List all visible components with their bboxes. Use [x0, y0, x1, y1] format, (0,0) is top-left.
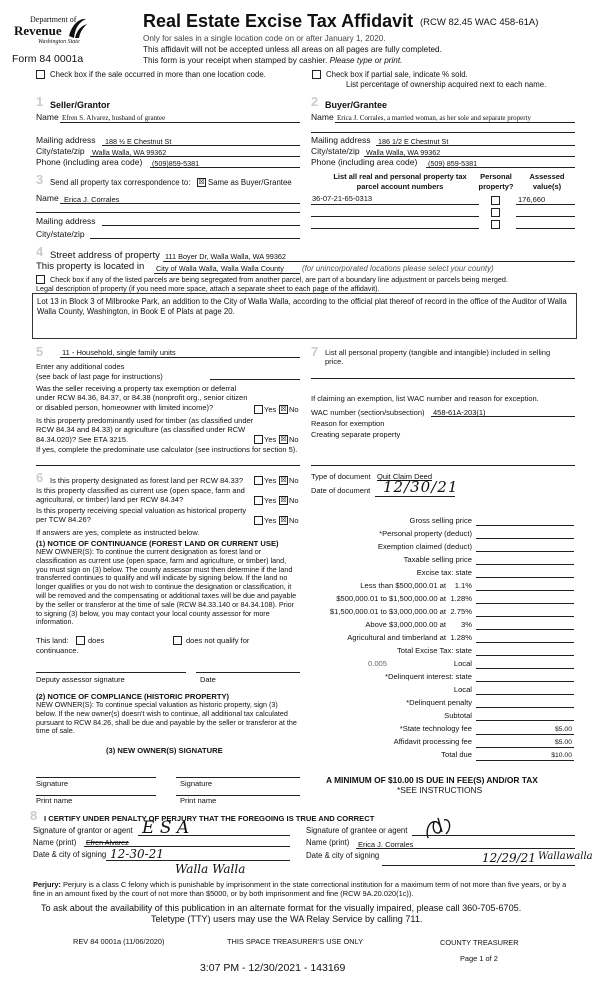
correspondence-label: Send all property tax correspondence to:: [50, 178, 191, 187]
header-sub3-text: This form is your receipt when stamped by cashier.: [143, 56, 328, 65]
s5-q2-yes-label: Yes: [264, 435, 277, 444]
section-5-number: 5: [36, 344, 44, 359]
located-label: This property is located in: [36, 261, 145, 272]
s6-q3-text: Is this property receiving special valuation as historical property per TCW 84.26?: [36, 506, 247, 525]
recording-stamp: 3:07 PM - 12/30/2021 - 143169: [200, 962, 346, 974]
grantee-name-field[interactable]: Erica J. Corrales: [358, 840, 414, 849]
fee-total-label: Total due: [441, 750, 472, 759]
parcels-header-accounts: List all real and personal property tax parcel account numbers: [333, 172, 467, 191]
alt-format-line2: Teletype (TTY) users may use the WA Relay Service by calling 711.: [151, 914, 423, 924]
fee-penalty-line[interactable]: [476, 707, 574, 708]
see-instructions: *SEE INSTRUCTIONS: [397, 785, 483, 795]
does-label: does: [88, 636, 105, 645]
buyer-phone-line: [426, 167, 575, 168]
section-4-number: 4: [36, 244, 44, 259]
s5-divider: [36, 465, 300, 466]
grantee-date-label: Date & city of signing: [306, 851, 380, 860]
perjury-notice: [33, 880, 573, 898]
corr-extra-line: [36, 212, 300, 213]
s6-q1-no-checkbox[interactable]: ☒: [280, 477, 287, 484]
parcel-row-2-personal-checkbox[interactable]: [491, 208, 500, 217]
parcel-row-1-value[interactable]: 176,660: [518, 195, 546, 204]
fee-affidavit-line: [476, 747, 574, 748]
additional-codes-label: Enter any additional codes: [36, 362, 125, 371]
form-number: Form 84 0001a: [12, 53, 84, 65]
doc-date-line: [375, 496, 455, 497]
seller-mailing-label: Mailing address: [36, 135, 96, 145]
fee-tier4-rate: 3%: [461, 620, 472, 629]
partial-sale-label: Check box if partial sale, indicate % sold.: [326, 70, 468, 79]
s6-q3-no-checkbox[interactable]: ☒: [280, 517, 287, 524]
fee-tier4-label: Above $3,000,000.00 at: [365, 620, 446, 629]
street-field[interactable]: 111 Boyer Dr, Walla Walla, WA 99362: [165, 252, 286, 261]
located-field[interactable]: City of Walla Walla, Walla Walla County: [156, 264, 284, 273]
seller-heading: Seller/Grantor: [50, 100, 111, 110]
buyer-extra-line: [311, 132, 575, 133]
s6-q1-yes-checkbox[interactable]: [254, 476, 263, 485]
s6-q2-no-label: No: [289, 496, 299, 505]
dept-line2: Revenue: [14, 23, 62, 38]
multi-location-label: Check box if the sale occurred in more than one location code.: [50, 70, 266, 79]
seller-phone-field[interactable]: (509)859-5381: [152, 159, 200, 168]
owner-sig-line-1: [36, 777, 156, 778]
seller-city-field[interactable]: Walla Walla, WA 99362: [92, 148, 167, 157]
buyer-mailing-line: [376, 145, 575, 146]
fee-exemption-label: Exemption claimed (deduct): [377, 542, 472, 551]
additional-codes-line: [210, 379, 300, 380]
wac-label: WAC number (section/subsection): [311, 408, 425, 417]
owner-sig-heading: (3) NEW OWNER(S) SIGNATURE: [106, 746, 223, 755]
s6-q2-no-checkbox[interactable]: ☒: [280, 497, 287, 504]
fee-tier2-rate: 1.28%: [450, 594, 472, 603]
s6-q1-no-label: No: [289, 476, 299, 485]
dept-line3: Washington State: [38, 39, 80, 45]
does-checkbox[interactable]: [76, 636, 85, 645]
owner-sig-label-2: Signature: [180, 779, 213, 788]
same-as-buyer-label: Same as Buyer/Grantee: [208, 178, 292, 187]
seller-mailing-line: [102, 145, 300, 146]
deputy-sig-line: [36, 672, 186, 673]
s5-q1-yes-label: Yes: [264, 405, 277, 414]
segregated-checkbox[interactable]: [36, 275, 45, 284]
perjury-label: Perjury:: [33, 880, 61, 889]
grantor-city-field[interactable]: Walla Walla: [175, 862, 246, 876]
fee-gross-line[interactable]: [476, 525, 574, 526]
fee-delinq-local-label: Local: [453, 685, 472, 694]
seller-name-line: [60, 122, 300, 123]
parcels-header-assessed: Assessed value(s): [529, 172, 565, 191]
fee-delinq-local-line[interactable]: [476, 694, 574, 695]
list-pct-label: List percentage of ownership acquired next to each name.: [346, 80, 547, 89]
grantor-signature[interactable]: E S A: [142, 818, 190, 838]
fee-tier2-line[interactable]: [476, 603, 574, 604]
form-statute: (RCW 82.45 WAC 458-61A): [420, 17, 539, 28]
grantee-city-field[interactable]: Wallawalla: [538, 851, 593, 862]
buyer-phone-field[interactable]: (509) 859-5381: [428, 159, 478, 168]
fee-delinq-state-line[interactable]: [476, 681, 574, 682]
fee-tier4-line[interactable]: [476, 629, 574, 630]
owner-sig-label-1: Signature: [36, 779, 69, 788]
parcel-row-1-value-line: [516, 204, 575, 205]
fee-excise-state-label: Excise tax: state: [416, 568, 472, 577]
page-number: Page 1 of 2: [460, 954, 498, 963]
fee-penalty-label: *Delinquent penalty: [406, 698, 472, 707]
legal-description-box[interactable]: [32, 293, 577, 339]
parcel-row-3-personal-checkbox[interactable]: [491, 220, 500, 229]
deputy-date-label: Date: [200, 675, 216, 684]
s5-q2-text: Is this property predominantly used for timber (as classified under RCW 84.34 and 84.33) or agriculture (as classified under RCW 84.34.020)? See ETA 3215.: [36, 416, 254, 444]
header-sub2: This affidavit will not be accepted unless all areas on all pages are fully completed.: [143, 45, 442, 54]
fee-tier3-line[interactable]: [476, 616, 574, 617]
grantor-date-line: [106, 860, 290, 861]
reason-label: Reason for exemption: [311, 419, 385, 428]
fee-local-label: Local: [453, 659, 472, 668]
buyer-name-label: Name: [311, 112, 334, 122]
header-sub3: [143, 56, 402, 65]
grantee-signature-scribble: [420, 814, 460, 842]
buyer-heading: Buyer/Grantee: [325, 100, 388, 110]
compliance-heading: (2) NOTICE OF COMPLIANCE (HISTORIC PROPERTY): [36, 692, 230, 701]
s5-q1-yes-checkbox[interactable]: [254, 405, 263, 414]
fee-total-line: [476, 760, 574, 761]
certify-heading: I CERTIFY UNDER PENALTY OF PERJURY THAT THE FOREGOING IS TRUE AND CORRECT: [44, 814, 375, 823]
s6-q1-yes-label: Yes: [264, 476, 277, 485]
s6-q1-text: Is this property designated as forest land per RCW 84.33?: [50, 476, 244, 485]
grantor-name-field[interactable]: Efren Alvarez: [86, 838, 129, 847]
s6-q2-yes-label: Yes: [264, 496, 277, 505]
owner-print-label-2: Print name: [180, 796, 217, 805]
fee-subtotal-line[interactable]: [476, 720, 574, 721]
fee-total-value: $10.00: [551, 752, 572, 759]
fee-agri-line[interactable]: [476, 642, 574, 643]
county-treasurer: COUNTY TREASURER: [440, 938, 519, 947]
owner-sig-line-2: [176, 777, 300, 778]
parcels-header-personal: Personal property?: [478, 172, 514, 191]
s5-q1-no-label: No: [289, 405, 299, 414]
grantor-sig-label: Signature of grantor or agent: [33, 826, 133, 835]
continuance-word: continuance.: [36, 646, 79, 655]
use-code-field[interactable]: 11 - Household, single family units: [62, 348, 176, 357]
buyer-mailing-field[interactable]: 186 1/2 E Chestnut St: [378, 137, 449, 146]
legal-description-text: Lot 13 in Block 3 of Milbrooke Park, an addition to the City of Walla Walla, according to the official plat thereof of record in the office of the Auditor of Walla Walla County, Washington, in Book E of Plats at page 20.: [37, 297, 567, 316]
s5-q1-text: Was the seller receiving a property tax exemption or deferral under RCW 84.36, 84.37, or 84.38 (nonprofit org., senior citizen or disabled person, homeowner with limited income)?: [36, 384, 248, 412]
fee-gross-label: Gross selling price: [409, 516, 472, 525]
fee-tier3-rate: 2.75%: [450, 607, 472, 616]
corr-mailing-line: [102, 225, 300, 226]
wac-line: [431, 416, 575, 417]
dor-logo: [8, 12, 88, 52]
dept-line1: Department of: [30, 15, 77, 24]
doc-type-label: Type of document: [311, 472, 371, 481]
deputy-sig-label: Deputy assessor signature: [36, 675, 125, 684]
seller-phone-label: Phone (including area code): [36, 157, 143, 167]
fee-total-excise-label: Total Excise Tax: state: [397, 646, 472, 655]
compliance-text: NEW OWNER(S): To continue special valuation as historic property, sign (3) below. If the new owner(s) doesn't wish to continue, all additional tax calculated pursuant to RCW 84.26, shall be due and payable by the seller or transferor at the time of sale.: [36, 700, 297, 736]
fee-affidavit-value: $5.00: [554, 739, 572, 746]
fee-tech-value: $5.00: [554, 726, 572, 733]
section-3-number: 3: [36, 172, 44, 187]
fee-local-rate: 0.005: [368, 659, 388, 668]
parcel-row-3-value-line: [516, 228, 575, 229]
corr-mailing-label: Mailing address: [36, 216, 96, 226]
fee-tier1-rate: 1.1%: [454, 581, 472, 590]
fee-tier1-line[interactable]: [476, 590, 574, 591]
legal-label: Legal description of property (if you need more space, attach a separate sheet to each page of the affidavit).: [36, 284, 380, 293]
parcel-row-3-line: [311, 228, 479, 229]
fee-subtotal-label: Subtotal: [444, 711, 472, 720]
deputy-date-line: [196, 672, 300, 673]
grantor-date-field[interactable]: 12-30-21: [110, 847, 164, 861]
corr-name-field[interactable]: Erica J. Corrales: [64, 195, 120, 204]
doc-date-label: Date of document: [311, 486, 371, 495]
dor-swirl-icon: [66, 16, 88, 40]
header-sub3-em: Please type or print.: [329, 56, 403, 65]
fee-tech-line: [476, 734, 574, 735]
s5-q2-no-label: No: [289, 435, 299, 444]
corr-name-line: [60, 203, 300, 204]
buyer-city-label: City/state/zip: [311, 146, 360, 156]
s5-q1-no-checkbox[interactable]: ☒: [280, 406, 287, 413]
grantee-sig-label: Signature of grantee or agent: [306, 826, 408, 835]
fee-agri-rate: 1.28%: [450, 633, 472, 642]
use-code-line: [60, 357, 300, 358]
s6-q2-text: Is this property classified as current use (open space, farm and agricultural, or timber) land per RCW 84.34?: [36, 486, 245, 505]
continuance-heading: (1) NOTICE OF CONTINUANCE (FOREST LAND OR CURRENT USE): [36, 539, 279, 548]
segregated-label: Check box if any of the listed parcels are being segregated from another parcel, are part of a boundary line adjustment or parcels being merged.: [50, 275, 508, 284]
buyer-mailing-label: Mailing address: [311, 135, 371, 145]
multi-location-checkbox[interactable]: [36, 70, 45, 79]
s6-q3-yes-checkbox[interactable]: [254, 516, 263, 525]
fee-tier3-label: $1,500,000.01 to $3,000,000.00 at: [329, 607, 446, 616]
fee-personal-label: *Personal property (deduct): [379, 529, 472, 538]
fee-affidavit-label: Affidavit processing fee: [393, 737, 472, 746]
section-1-number: 1: [36, 94, 44, 109]
street-line: [163, 261, 575, 262]
street-label: Street address of property: [50, 250, 160, 261]
fee-excise-state-line: [476, 577, 574, 578]
corr-city-label: City/state/zip: [36, 229, 85, 239]
fee-tech-label: *State technology fee: [399, 724, 472, 733]
seller-name-label: Name: [36, 112, 59, 122]
exemption-question: If claiming an exemption, list WAC number and reason for exception.: [311, 394, 539, 403]
this-land-label: This land:: [36, 636, 69, 645]
alt-format-line1: To ask about the availability of this publication in an alternate format for the visually impaired, please call 360-705-6705.: [41, 903, 522, 913]
does-not-label: does not qualify for: [186, 636, 250, 645]
doc-date-field[interactable]: 12/30/21: [383, 478, 459, 496]
minimum-due-notice: A MINIMUM OF $10.00 IS DUE IN FEE(S) AND/OR TAX: [326, 775, 538, 785]
grantee-sig-line: [412, 835, 575, 836]
section-2-number: 2: [311, 94, 319, 109]
reason-field[interactable]: Creating separate property: [311, 430, 401, 439]
section7-line-1: [311, 378, 575, 379]
s6-q3-no-label: No: [289, 516, 299, 525]
fee-taxable-label: Taxable selling price: [403, 555, 472, 564]
doc-type-field[interactable]: Quit Claim Deed: [377, 472, 433, 481]
grantee-signature[interactable]: EJC: [466, 826, 478, 832]
perjury-text: Perjury is a class C felony which is punishable by imprisonment in the state correctional institution for a maximum term of not more than five years, or by a fine in an amount fixed by the court of not more than $5000, or by both imprisonment and fine (RCW 9A.20.020(1c)).: [33, 880, 567, 898]
fee-exemption-line[interactable]: [476, 551, 574, 552]
grantee-name-line: [356, 848, 575, 849]
wac-field[interactable]: 458-61A-203(1): [433, 408, 486, 417]
does-not-checkbox[interactable]: [173, 636, 182, 645]
fee-total-excise-line[interactable]: [476, 655, 574, 656]
grantee-date-field[interactable]: 12/29/21: [482, 851, 536, 865]
grantor-sig-line: [138, 835, 290, 836]
section-7-number: 7: [311, 344, 319, 359]
s5-q2-yes-checkbox[interactable]: [254, 435, 263, 444]
form-title: Real Estate Excise Tax Affidavit: [143, 11, 414, 31]
parcel-row-1-line: [311, 204, 479, 205]
seller-name-field[interactable]: Efren S. Alvarez, husband of grantee: [62, 114, 166, 122]
seller-city-label: City/state/zip: [36, 146, 85, 156]
s6-q2-yes-checkbox[interactable]: [254, 496, 263, 505]
treasurer-use: THIS SPACE TREASURER'S USE ONLY: [227, 937, 364, 946]
parcel-row-2-line: [311, 216, 479, 217]
header-sub1: Only for sales in a single location code on or after January 1, 2020.: [143, 34, 386, 43]
section7-text: List all personal property (tangible and intangible) included in selling price.: [325, 348, 551, 367]
located-note: (for unincorporated locations please select your county): [302, 264, 494, 273]
section-6-number: 6: [36, 470, 44, 485]
seller-mailing-field[interactable]: 188 ½ E Chestnut St: [105, 137, 172, 146]
partial-sale-checkbox[interactable]: [312, 70, 321, 79]
rev-number: REV 84 0001a (11/06/2020): [73, 937, 165, 946]
corr-name-label: Name: [36, 193, 59, 203]
s6-if-yes: If answers are yes, complete as instructed below.: [36, 528, 200, 537]
grantor-name-label: Name (print): [33, 838, 77, 847]
fee-delinq-state-label: *Delinquent interest: state: [385, 672, 472, 681]
fee-tier2-label: $500,000.01 to $1,500,000.00 at: [336, 594, 446, 603]
section-8-number: 8: [30, 808, 38, 823]
fee-taxable-line[interactable]: [476, 564, 574, 565]
grantee-date-line: [382, 865, 575, 866]
same-as-buyer-checkbox[interactable]: ☒: [198, 179, 205, 186]
buyer-phone-label: Phone (including area code): [311, 157, 418, 167]
located-line: [154, 273, 300, 274]
section7-divider: [311, 465, 575, 466]
fee-agri-label: Agricultural and timberland at: [347, 633, 446, 642]
parcel-row-1-number[interactable]: 36-07-21-65-0313: [312, 194, 373, 203]
fee-personal-line[interactable]: [476, 538, 574, 539]
grantor-date-label: Date & city of signing: [33, 850, 107, 859]
owner-print-label-1: Print name: [36, 796, 73, 805]
buyer-name-line: [335, 122, 575, 123]
fee-tier1-label: Less than $500,000.01 at: [360, 581, 446, 590]
grantee-name-label: Name (print): [306, 838, 350, 847]
s5-q2-no-checkbox[interactable]: ☒: [280, 436, 287, 443]
parcel-row-2-value-line: [516, 216, 575, 217]
s6-q3-yes-label: Yes: [264, 516, 277, 525]
seller-phone-line: [150, 167, 300, 168]
corr-city-line: [90, 238, 300, 239]
parcel-row-1-personal-checkbox[interactable]: [491, 196, 500, 205]
buyer-city-field[interactable]: Walla Walla, WA 99362: [366, 148, 441, 157]
buyer-name-field[interactable]: Erica J. Corrales, a married woman, as her sole and separate property: [337, 114, 531, 122]
s5-q3-text: If yes, complete the predominate use calculator (see instructions for section 5).: [36, 445, 298, 454]
fee-local-line[interactable]: [476, 668, 574, 669]
continuance-text: NEW OWNER(S): To continue the current designation as forest land or classification as current use (open space, farm and agriculture, or timber) land, you must sign on (3) below. The county assessor must then determine if the land transferred continues to qualify and will indicate by signing below. If the land no longer qualifies or you do not wish to continue the designation or classification, it will be removed and the compensating or additional taxes will be due and payable by the seller or transferor at the time of sale (RCW 84.33.140 or 84.34.108). Prior to signing (3) below, you may contact your local county assessor for more information.: [36, 547, 297, 627]
see-back-label: (see back of last page for instructions): [36, 372, 163, 381]
